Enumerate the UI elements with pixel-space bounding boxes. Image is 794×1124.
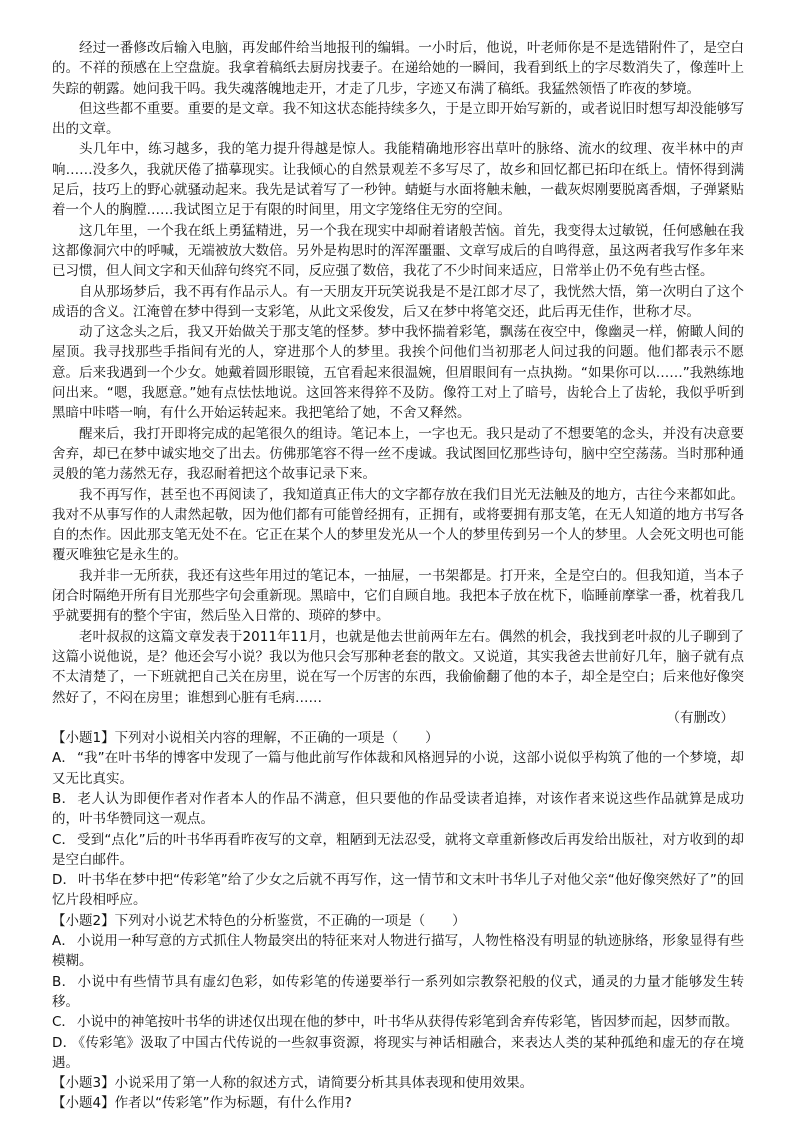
- option-text: 小说中有些情节具有虚幻色彩，如传彩笔的传递要举行一系列如宗教祭祀般的仪式，通灵的力量才能够发生转移。: [52, 973, 744, 1010]
- option-d: [52, 870, 744, 911]
- option-c: [52, 1012, 744, 1032]
- option-letter: B．: [52, 973, 76, 990]
- story-paragraph: 这几年里，一个我在纸上勇猛精进，另一个我在现实中却耐着诸般苦恼。首先，我变得太过敏锐，任何感触在我这都像洞穴中的呼喊，无端被放大数倍。另外是构思时的浑浑噩噩、文章写成后的自鸣得意，虽这两者我写作多年来已习惯，但人间文字和天仙辞句终究不同，反应强了数倍，我花了不少时间来适应，日常举止仍不免有些古怪。: [52, 222, 744, 280]
- option-text: 小说中的神笔按叶书华的讲述仅出现在他的梦中，叶书华从获得传彩笔到舍弃传彩笔，皆因梦而起，因梦而散。: [76, 1014, 739, 1031]
- option-b: [52, 789, 744, 830]
- option-d: [52, 1033, 744, 1074]
- story-body: [52, 38, 744, 708]
- option-text: 受到“点化”后的叶书华再看昨夜写的文章，粗陋到无法忍受，就将文章重新修改后再发给出版社，对方收到的却是空白邮件。: [52, 831, 744, 868]
- story-paragraph: 醒来后，我打开即将完成的起笔很久的组诗。笔记本上，一字也无。我只是动了不想要笔的念头，并没有决意要舍弃，却已在梦中诚实地交了出去。仿佛那笔容不得一丝不虔诚。我试图回忆那些诗句，脑中空空荡荡。当时那种通灵般的笔力荡然无存，我忍耐着把这个故事记录下来。: [52, 425, 744, 483]
- option-letter: A．: [52, 750, 75, 767]
- option-letter: D．: [52, 872, 77, 889]
- question-4: [52, 1093, 744, 1113]
- question-2: [52, 911, 744, 1073]
- question-stem: 【小题2】下列对小说艺术特色的分析鉴赏，不正确的一项是（ ）: [52, 912, 466, 929]
- option-c: [52, 830, 744, 871]
- option-b: [52, 972, 744, 1013]
- story-paragraph: 老叶叔叔的这篇文章发表于2011年11月，也就是他去世前两年左右。偶然的机会，我找到老叶叔的儿子聊到了这篇小说他说，是？他还会写小说？我以为他只会写那种老套的散文。又说道，其实我爸去世前好几年，脑子就有点不太清楚了，一下班就把自己关在房里，说在写一个厉害的东西，我偷偷翻了他的本子，却全是空白；后来他好像突然好了，不闷在房里；谁想到心脏有毛病……: [52, 628, 744, 706]
- question-stem: 【小题3】小说采用了第一人称的叙述方式，请简要分析其具体表现和使用效果。: [52, 1075, 534, 1092]
- option-a: [52, 931, 744, 972]
- question-stem: 【小题4】作者以“传彩笔”作为标题，有什么作用?: [52, 1095, 352, 1112]
- story-paragraph: 我不再写作，甚至也不再阅读了，我知道真正伟大的文字都存放在我们目光无法触及的地方，古往今来都如此。我对不从事写作的人肃然起敬，因为他们都有可能曾经拥有，正拥有，或将要拥有那支笔，在无人知道的地方书写各自的杰作。因此那支笔无处不在。它正在某个人的梦里发光从一个人的梦里传到另一个人的梦里。人会死文明也可能覆灭唯独它是永生的。: [52, 486, 744, 564]
- story-paragraph: 我并非一无所获，我还有这些年用过的笔记本，一抽屉，一书架都是。打开来，全是空白的。但我知道，当本子闭合时隔绝开所有目光那些字句会重新现。黑暗中，它们自顾自地。我把本子放在枕下，临睡前摩挲一番，枕着我几乎就要拥有的整个宇宙，然后坠入日常的、琐碎的梦中。: [52, 567, 744, 625]
- option-text: 叶书华在梦中把“传彩笔”给了少女之后就不再写作，这一情节和文末叶书华儿子对他父亲“他好像突然好了”的回忆片段相呼应。: [52, 872, 744, 909]
- story-paragraph: 头几年中，练习越多，我的笔力提升得越是惊人。我能精确地形容出草叶的脉络、流水的纹理、夜半林中的声响……没多久，我就厌倦了描摹现实。让我倾心的自然景观差不多写尽了，故乡和回忆都已拓印在纸上。情怀得到满足后，技巧上的野心就骚动起来。我先是试着写了一秒钟。蜻蜓与水面将触未触，一截灰烬刚要脱离香烟，子弹紧贴着一个人的胸膛……我试图立足于有限的时间里，用文字笼络住无穷的空间。: [52, 141, 744, 219]
- story-paragraph: 动了这念头之后，我又开始做关于那支笔的怪梦。梦中我怀揣着彩笔，飘荡在夜空中，像幽灵一样，俯瞰人间的屋顶。我寻找那些手指间有光的人，穿进那个人的梦里。我挨个问他们当初那老人问过我的问题。他们都表示不愿意。后来我遇到一个少女。她戴着圆形眼镜，五官看起来很温婉，但眉眼间有一点执拗。“如果你可以……”我熟练地问出来。“嗯，我愿意。”她有点怯怯地说。这回答来得猝不及防。像符工对上了暗号，齿轮合上了齿轮，我似乎听到黑暗中咔嗒一响，有什么开始运转起来。我把笔给了她，不舍又释然。: [52, 324, 744, 422]
- question-stem: 【小题1】下列对小说相关内容的理解，不正确的一项是（ ）: [52, 730, 439, 747]
- document-page: [52, 38, 744, 1114]
- question-3: [52, 1073, 744, 1093]
- option-text: “我”在叶书华的博客中发现了一篇与他此前写作体裁和风格迥异的小说，这部小说似乎构筑了他的一个梦境，却又无比真实。: [52, 750, 744, 787]
- option-text: 《传彩笔》汲取了中国古代传说的一些叙事资源，将现实与神话相融合，来表达人类的某种孤绝和虚无的存在境遇。: [52, 1034, 744, 1071]
- option-text: 小说用一种写意的方式抓住人物最突出的特征来对人物进行描写，人物性格没有明显的轨迹脉络，形象显得有些模糊。: [52, 933, 744, 970]
- option-text: 老人认为即便作者对作者本人的作品不满意，但只要他的作品受读者追捧，对该作者来说这些作品就算是成功的，叶书华赞同这一观点。: [52, 790, 744, 828]
- option-letter: D．: [52, 1034, 77, 1051]
- option-letter: C．: [52, 1014, 75, 1031]
- option-a: [52, 748, 744, 789]
- question-1: [52, 728, 744, 911]
- option-letter: B．: [52, 790, 76, 807]
- source-note: （有删改）: [666, 709, 734, 726]
- option-letter: A．: [52, 933, 75, 950]
- story-paragraph: 但这些都不重要。重要的是文章。我不知这状态能持续多久，于是立即开始写新的，或者说旧时想写却没能够写出的文章。: [52, 100, 744, 138]
- story-paragraph: 自从那场梦后，我不再有作品示人。有一天朋友开玩笑说我是不是江郎才尽了，我恍然大悟，第一次明白了这个成语的含义。江淹曾在梦中得到一支彩笔，从此文采俊发，后又在梦中将笔交还，此后再无佳作，世称才尽。: [52, 283, 744, 320]
- story-paragraph: 经过一番修改后输入电脑，再发邮件给当地报刊的编辑。一小时后，他说，叶老师你是不是选错附件了，是空白的。不祥的预感在上空盘旋。我拿着稿纸去厨房找妻子。在递给她的一瞬间，我看到纸上的字尽数消失了，像莲叶上失踪的朝露。她问我干吗。我失魂落魄地走开，才走了几步，字迹又布满了稿纸。我猛然领悟了昨夜的梦境。: [52, 40, 744, 97]
- option-letter: C．: [52, 831, 76, 848]
